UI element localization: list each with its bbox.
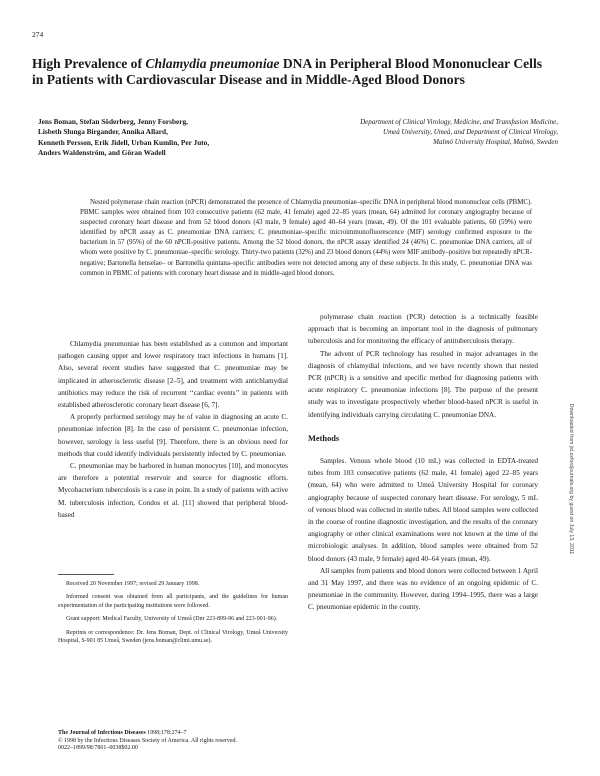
journal-info — [58, 730, 288, 753]
author-line: Anders Waldenström, and Göran Wadell — [38, 148, 166, 158]
footnote: Reprints or correspondence: Dr. Jens Boman, Dept. of Clinical Virology, Umeå University Hospital, S-901 85 Umeå, Sweden (jens.boman@climi.umu.se). — [58, 629, 288, 645]
body-paragraph: Chlamydia pneumoniae has been established as a common and important pathogen causing upper and lower respiratory tract infections in humans [1]. Also, several recent studies have suggested that C. pneumoniae may be implicated in atherosclerotic disease [2–5], and treatment with antichlamydial antibiotics may reduce the risk of recurrent ‘‘cardiac events’’ in patients with established atherosclerotic coronary heart disease [6, 7]. — [58, 340, 288, 410]
affiliation — [300, 117, 558, 148]
right-column — [308, 311, 538, 614]
journal-name: The Journal of Infectious Diseases — [58, 730, 146, 736]
title-italic: Chlamydia pneumoniae — [145, 56, 280, 71]
author-list — [38, 117, 298, 159]
journal-citation: 1998;178:274–7 — [145, 730, 187, 736]
journal-citation-line — [58, 730, 288, 738]
left-column — [58, 338, 288, 521]
section-heading-methods: Methods — [308, 433, 340, 443]
body-paragraph: C. pneumoniae may be harbored in human monocytes [10], and monocytes are therefore a potential reservoir and source for diagnostic efforts. Mycobacterium tuberculosis is a case in point. In a study of patients with active M. tuberculosis infection, Condos et al. [11] showed that peripheral blood-based — [58, 462, 288, 519]
article-title — [32, 56, 552, 88]
title-part2: DNA in Peripheral Blood Mononuclear Cells in Patients with Cardiovascular Disease and in Middle-Aged Blood Donors — [32, 56, 543, 87]
download-notice: Downloaded from jid.oxfordjournals.org by guest on July 13, 2011 — [568, 403, 574, 555]
page-number: 274 — [32, 30, 44, 39]
body-paragraph: A properly performed serology may be of value in diagnosing an acute C. pneumoniae infection [8]. In the case of persistent C. pneumoniae infection, however, serology is less useful [9]. Therefore, there is an obvious need for methods that could identify individuals persistently infected by C. pneumoniae. — [58, 413, 288, 458]
footnote: Grant support: Medical Faculty, University of Umeå (Dnr 223-899-96 and 223-901-96). — [66, 616, 278, 623]
author-line: Jens Boman, Stefan Söderberg, Jenny Forsberg, — [38, 117, 188, 126]
affiliation-line: Malmö University Hospital, Malmö, Sweden — [433, 138, 558, 147]
affiliation-line: Umeå University, Umeå, and Department of Clinical Virology, — [383, 128, 558, 137]
footnote-divider — [58, 574, 114, 575]
title-part1: High Prevalence of — [32, 56, 146, 71]
author-line: Lisbeth Slunga Birgander, Annika Allard, — [38, 127, 168, 137]
footnote: Informed consent was obtained from all participants, and the guidelines for human experimentation of the participating institutions were followed. — [58, 594, 288, 609]
download-sidebar — [566, 300, 576, 660]
body-paragraph: Samples. Venous whole blood (10 mL) was collected in EDTA-treated tubes from 103 consecutive patients (62 male, 41 female) aged 22–85 years (mean, 64) who were admitted to Umeå University Hospital for coronary angiography because of suspected coronary heart disease. For serology, 5 mL of venous blood was collected in sterile tubes. All blood samples were collected in the course of routine diagnostic investigation, and the results of the coronary angiography or other clinical examinations were not known at the time of the microbiologic analyses. In addition, blood samples were obtained from 52 blood donors (43 male, 9 female) aged 40–64 years (mean, 49). — [308, 457, 538, 563]
footnotes — [58, 580, 288, 650]
body-paragraph: The advent of PCR technology has resulted in major advantages in the diagnosis of chlamydial infections, and we have recently shown that nested PCR (nPCR) is a sensitive and specific method for diagnosing patients with acute respiratory C. pneumoniae infections [8]. The purpose of the present study was to investigate prospectively whether blood-based nPCR is useful in identifying individuals carrying circulating C. pneumoniae DNA. — [308, 349, 538, 419]
body-paragraph: polymerase chain reaction (PCR) detection is a technically feasible approach that is becoming an important tool in the diagnosis of pulmonary tuberculosis and for monitoring the efficacy of antituberculosis therapy. — [308, 313, 538, 346]
abstract: Nested polymerase chain reaction (nPCR) demonstrated the presence of Chlamydia pneumoniae–specific DNA in peripheral blood mononuclear cells (PBMC). PBMC samples were obtained from 103 consecutive patients (62 male, 41 female) aged 22–85 years (mean, 64) admitted for coronary angiography because of suspected coronary heart disease and from 52 blood donors (43 male, 9 female) aged 40–64 years (mean, 49). Of the 101 evaluable patients, 60 (59%) were identified by nPCR assay as C. pneumoniae DNA carriers; C. pneumoniae–specific microimmunofluorescence (MIF) serology confirmed exposure to the bacterium in 57 (95%) of the 60 nPCR-positive patients. Among the 52 blood donors, the nPCR assay identified 24 (46%) C. pneumoniae DNA carriers, all of whom were positive by C. pneumoniae–specific serology. Thirty-two patients (32%) and 23 blood donors (44%) were MIF antibody–positive but repeatedly nPCR-negative; Bartonella henselae– or Bartonella quintana–specific antibodies were not detected among any of these subjects. In this study, C. pneumoniae DNA was common in PBMC of patients with coronary heart disease and in middle-aged blood donors. — [80, 199, 532, 277]
author-line: Kenneth Persson, Erik Jidell, Urban Kumlin, Per Juto, — [38, 137, 210, 147]
body-paragraph: All samples from patients and blood donors were collected between 1 April and 31 May 1997, and there was no evidence of an ongoing epidemic of C. pneumoniae in the community. However, during 1994–1995, there was a large C. pneumoniae epidemic in the county. — [308, 566, 538, 612]
journal-copyright: © 1998 by the Infectious Diseases Society of America. All rights reserved. — [58, 737, 238, 744]
journal-code: 0022–1899/98/7801–0038$02.00 — [58, 745, 138, 752]
affiliation-line: Department of Clinical Virology, Medicine, and Transfusion Medicine, — [360, 118, 558, 126]
footnote: Received 20 November 1997; revised 29 January 1998. — [66, 581, 200, 587]
